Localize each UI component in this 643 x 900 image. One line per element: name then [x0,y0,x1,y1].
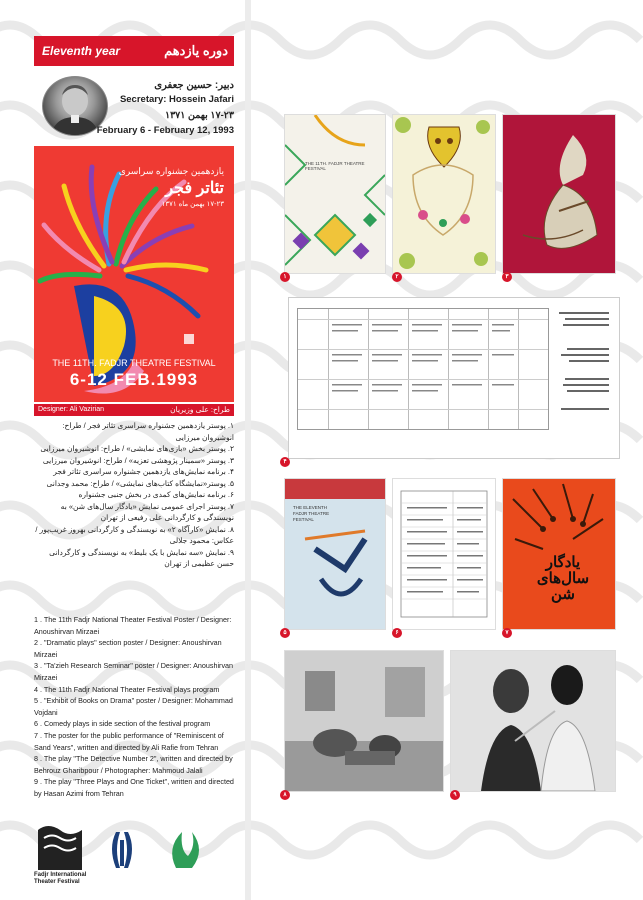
poster-subtitle-fa: یازدهمین جشنواره سراسری [118,166,224,176]
sponsor-logos [34,820,234,885]
caption-fa-1: ۱. پوستر یازدهمین جشنواره سراسری تئاتر فجر / طراح: انوشیروان میرزایی [62,421,234,442]
main-festival-poster [34,146,234,402]
badge-8: ۸ [280,790,290,800]
festival-logo-text: Fadjr International Theater Festival [34,872,87,885]
badge-6: ۶ [392,628,402,638]
badge-1: ۱ [280,272,290,282]
badge-3: ۳ [502,272,512,282]
program-table-sidebar [555,308,615,428]
secretary-name-en: Secretary: Hossein Jafari [119,94,234,105]
thumbnail-5 [284,478,386,630]
festival-dates-fa: ۱۷-۲۳ بهمن ۱۳۷۱ [164,110,234,121]
thumbnail-7 [502,478,616,630]
captions-en-list [34,614,234,800]
caption-fa-3: ۳. پوستر «سمینار پژوهشی تعزیه» / طراح: انوشیروان میرزایی [42,455,234,465]
caption-en-6: 6 . Comedy plays in side section of the festival program [34,719,211,729]
thumbnail-9 [450,650,616,792]
caption-fa-5: ۵. پوستر«نمایشگاه کتاب‌های نمایشی» / طراح: محمد وجدانی [46,478,234,488]
caption-en-8: 8 . The play "The Detective Number 2", written and directed by Behrouz Gharibpour / Photographer: Mahmoud Jalali [34,754,233,775]
year-title-fa: دوره یازدهم [164,43,228,58]
thumbnail-4 [288,297,620,459]
thumbnail-3 [502,114,616,274]
thumbnail-1 [284,114,386,274]
designer-en: Designer: Ali Vazirian [38,406,105,413]
thumbnail-5-art [285,479,385,629]
poster-dates-en: 6-12 FEB.1993 [69,370,199,389]
caption-en-4: 4 . The 11th Fadjr National Theater Festival plays program [34,684,220,694]
thumbnail-1-title: THE 11TH. FADJR THEATRE FESTIVAL [305,161,365,171]
badge-4: ۴ [280,457,290,467]
thumbnail-1-art [285,115,385,273]
caption-fa-7: ۷. پوستر اجرای عمومی نمایش «یادگار سال‌های شن» به نویسندگی و کارگردانی علی رفیعی از تهران [60,501,234,522]
poster-title-en: THE 11TH. FADJR THEATRE FESTIVAL [52,358,216,368]
thumbnail-9-photo [451,651,615,791]
poster-title-fa: تئاتر فجر [165,180,224,197]
logos-artwork [34,820,234,880]
thumbnail-8-photo [285,651,443,791]
program-table-cells [297,308,547,428]
badge-5: ۵ [280,628,290,638]
thumbnail-2 [392,114,496,274]
thumbnail-8 [284,650,444,792]
thumbnail-6 [392,478,496,630]
thumbnail-2-art [393,115,495,273]
badge-9: ۹ [450,790,460,800]
caption-en-1: 1 . The 11th Fadjr National Theater Festival Poster / Designer: Anoushirvan Mirzaei [34,615,232,636]
thumbnail-6-art [393,479,495,629]
thumbnail-7-title: یادگار سال‌های شن [536,554,590,603]
thumbnail-5-title: THE ELEVENTH FADJR THEATRE FESTIVAL [293,505,330,522]
caption-fa-6: ۶. برنامه نمایش‌های کمدی در بخش جنبی جشنواره [78,490,234,499]
caption-en-2: 2 . "Dramatic plays" section poster / Designer: Anoushirvan Mirzaei [34,638,222,659]
captions-fa-list [34,420,234,570]
year-title-en: Eleventh year [42,44,121,58]
page-divider [245,0,251,900]
festival-dates-en: February 6 - February 12, 1993 [96,125,234,136]
caption-en-7: 7 . The poster for the public performance of "Reminiscent of Sand Years", written and directed by Ali Rafie from Tehran [34,730,224,752]
caption-fa-2: ۲. پوستر بخش «بازی‌های نمایشی» / طراح: انوشیروان میرزایی [40,444,234,453]
year-banner [34,36,234,66]
caption-fa-8: ۸. نمایش «کارآگاه ۲» به نویسندگی و کارگردانی بهروز غریب‌پور / عکاس: محمود جلالی [35,524,234,545]
poster-dates-fa: ۱۷-۲۳ بهمن ماه ۱۳۷۱ [161,201,224,208]
badge-2: ۲ [392,272,402,282]
caption-en-5: 5 . "Exhibit of Books on Drama" poster / Designer: Mohammad Vojdani [34,696,233,717]
designer-bar [34,404,234,416]
thumbnail-3-art [503,115,615,273]
right-panel [280,110,620,810]
badge-7: ۷ [502,628,512,638]
institution-logo [112,832,132,868]
caption-en-9: 9 . The play "Three Plays and One Ticket", written and directed by Hasan Azimi from Tehran [34,777,234,798]
caption-en-3: 3 . "Ta'zieh Research Seminar" poster / Designer: Anoushirvan Mirzaei [34,661,234,682]
caption-fa-4: ۴. برنامه نمایش‌های یازدهمین جشنواره سراسری تئاتر فجر [53,467,234,476]
secretary-name-fa: دبیر: حسین جعفری [154,80,234,91]
ministry-logo [172,832,199,868]
designer-fa: طراح: علی وزیریان [170,405,230,414]
fadjr-festival-logo [38,826,82,870]
left-panel [34,36,234,896]
caption-fa-9: ۹. نمایش «سه نمایش با یک بلیط» به نویسندگی و کارگردانی حسن عظیمی از تهران [49,547,234,568]
